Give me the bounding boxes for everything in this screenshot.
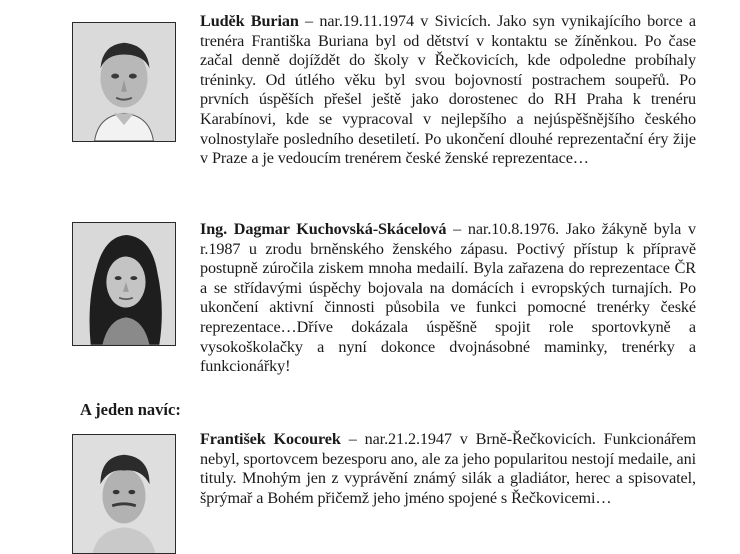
entry-body: – nar.21.2.1947 v Brně-Řečkovicích. Funkcionářem nebyl, sportovcem bezesporu ano, ale za jeho popularitou nestojí medaile, ani tituly. Mnohým jen z vyprávění známý silák a gladiátor, herec a spisovatel, šprýmař a Bohém přičemž jeho jméno spojené s Řečkovicemi…	[200, 430, 696, 507]
entry-body: – nar.10.8.1976. Jako žákyně byla v r.1987 u zrodu brněnského ženského zápasu. Poctivý přístup k přípravě postupně zúročila ziskem mnoha medailí. Byla zařazena do reprezentace ČR a se střídavými úspěchy bojovala na domácích i evropských turnajích. Po ukončení aktivní činnosti působila ve funkci pomocné trenérky české reprezentace…Dříve dokázala úspěšně spojit role sportovkyně a vysokoškolačky a nyní dokonce dvojnásobné maminky, trenérky a funkcionářky!	[200, 220, 696, 376]
entry-body: – nar.19.11.1974 v Sivicích. Jako syn vynikajícího borce a trenéra Františka Buriana byl od dětství v kontaktu se žíněnkou. Po čase začal denně dojíždět do školy v Řečkovicích, kde odpoledne probíhaly tréninky. Od útlého věku byl svou bojovností postrachem soupeřů. Po prvních úspěších přešel ještě jako dorostenec do RH Praha k trenéru Karabínovi, kde se vypracoval v nejlepšího a nejúspěšnějšího českého volnostylaře posledního desetiletí. Po ukončení dlouhé reprezentační éry žije v Praze a je vedoucím trenérem české ženské reprezentace…	[200, 12, 696, 168]
section-title: A jeden navíc:	[80, 400, 181, 419]
entry-text	[200, 12, 696, 169]
entry-text	[200, 430, 696, 508]
entry-name: František Kocourek	[200, 430, 341, 448]
entry-name: Ing. Dagmar Kuchovská-Skácelová	[200, 220, 447, 238]
portrait-photo-dagmar-kuchovska-skacelova	[72, 222, 176, 346]
portrait-photo-ludek-burian	[72, 22, 176, 142]
entry-name: Luděk Burian	[200, 12, 299, 30]
entry-text	[200, 220, 696, 377]
portrait-photo-frantisek-kocourek	[72, 434, 176, 554]
